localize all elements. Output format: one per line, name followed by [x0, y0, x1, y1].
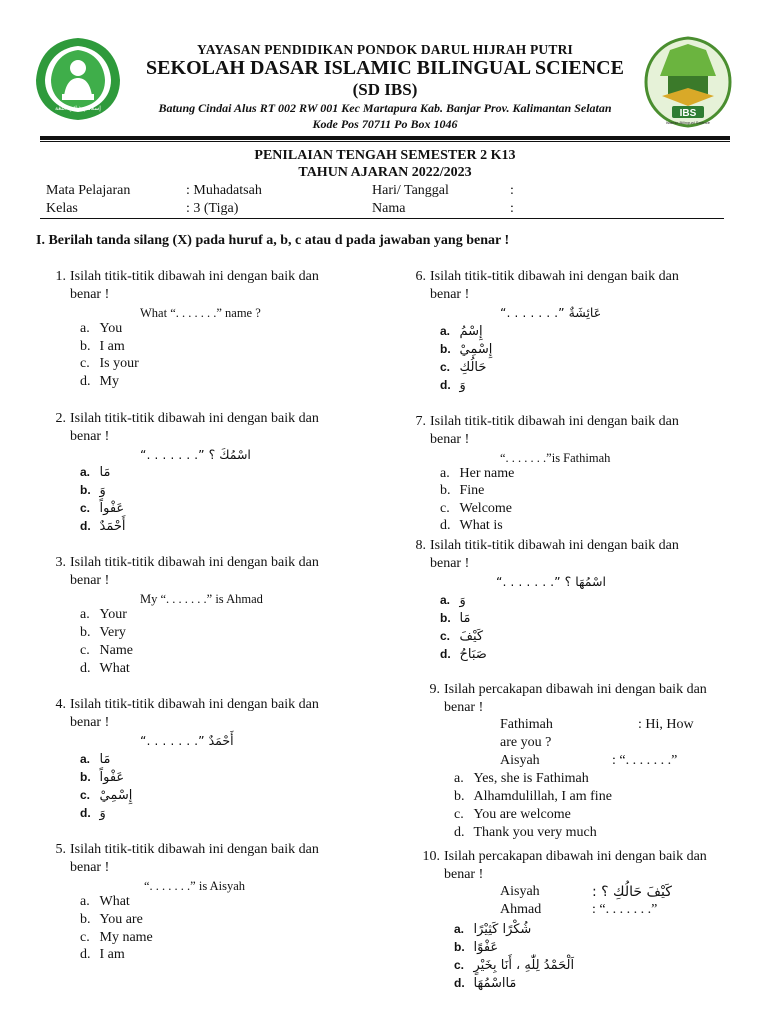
- question-prompt: “. . . . . . .”is Fathimah: [500, 451, 611, 465]
- dialog-line-1: : كَيْفَ حَالُكِ ؟: [592, 884, 672, 900]
- question-prompt: “. . . . . . .” اسْمُكَ ؟: [140, 447, 251, 462]
- question-text: Isilah titik-titik dibawah ini dengan baik dan benar !: [430, 414, 679, 447]
- class-value: : 3 (Tiga): [186, 201, 239, 216]
- option-a[interactable]: a. مَا: [80, 752, 111, 767]
- option-c[interactable]: c. You are welcome: [454, 807, 571, 822]
- question-text: Isilah titik-titik dibawah ini dengan baik dan benar !: [70, 555, 319, 588]
- option-b[interactable]: b. Alhamdulillah, I am fine: [454, 789, 612, 804]
- date-value: :: [510, 183, 514, 198]
- question-text: Isilah titik-titik dibawah ini dengan baik dan benar !: [70, 697, 319, 730]
- option-d[interactable]: d. أَحْمَدٌ: [80, 519, 126, 534]
- option-d[interactable]: d. وَ: [440, 378, 466, 393]
- option-c[interactable]: c. عَفْواً: [80, 501, 125, 516]
- option-d[interactable]: d. What: [80, 661, 130, 676]
- address-line-2: Kode Pos 70711 Po Box 1046: [312, 117, 458, 131]
- class-label: Kelas: [46, 201, 78, 216]
- address-line-1: Batung Cindai Alus RT 002 RW 001 Kec Martapura Kab. Banjar Prov. Kalimantan Selatan: [158, 101, 612, 115]
- option-c[interactable]: c. حَالُكِ: [440, 360, 487, 375]
- option-d[interactable]: d. I am: [80, 947, 125, 962]
- subject-value: : Muhadatsah: [186, 183, 262, 198]
- exam-year: TAHUN AJARAN 2022/2023: [298, 165, 472, 180]
- dialog-line-1: : Hi, How: [638, 717, 694, 732]
- option-a[interactable]: a. Yes, she is Fathimah: [454, 771, 589, 786]
- option-d[interactable]: d. My: [80, 374, 119, 389]
- svg-text:IBS: IBS: [679, 108, 697, 119]
- question-text: Isilah percakapan dibawah ini dengan baik dan benar !: [444, 849, 707, 882]
- option-a[interactable]: a. شُكْرًا كَثِيْرًا: [454, 922, 532, 937]
- dialog-line-2: : “. . . . . . .”: [592, 902, 658, 917]
- dialog-line-2: : “. . . . . . .”: [612, 753, 678, 768]
- option-d[interactable]: d. وَ: [80, 806, 106, 821]
- header-divider: [40, 136, 730, 140]
- option-c[interactable]: c. Name: [80, 643, 133, 658]
- option-b[interactable]: b. عَفْوًا: [454, 940, 499, 955]
- option-b[interactable]: b. وَ: [80, 483, 106, 498]
- instruction: I. Berilah tanda silang (X) pada huruf a, b, c atau d pada jawaban yang benar !: [36, 233, 510, 248]
- question-text: Isilah titik-titik dibawah ini dengan baik dan benar !: [70, 411, 319, 444]
- name-value: :: [510, 201, 514, 216]
- option-b[interactable]: b. You are: [80, 912, 143, 927]
- question-text: Isilah titik-titik dibawah ini dengan baik dan benar !: [430, 269, 679, 302]
- date-label: Hari/ Tanggal: [372, 183, 449, 198]
- question-number: 7.: [415, 414, 426, 429]
- option-d[interactable]: d. Thank you very much: [454, 825, 597, 840]
- option-c[interactable]: c. Is your: [80, 356, 139, 371]
- option-b[interactable]: b. إِسْمِيْ: [440, 342, 493, 357]
- question-number: 4.: [55, 697, 66, 712]
- school-logo-left: [32, 34, 124, 122]
- svg-text:Islamic Bilingual Science: Islamic Bilingual Science: [665, 120, 711, 125]
- question-text: Isilah titik-titik dibawah ini dengan baik dan benar !: [70, 842, 319, 875]
- foundation-name: YAYASAN PENDIDIKAN PONDOK DARUL HIJRAH PUTRI: [197, 42, 573, 57]
- question-number: 5.: [55, 842, 66, 857]
- option-a[interactable]: a. إِسْمُ: [440, 324, 483, 339]
- question-number: 3.: [55, 555, 66, 570]
- exam-title: PENILAIAN TENGAH SEMESTER 2 K13: [254, 148, 516, 163]
- option-a[interactable]: a. You: [80, 321, 123, 336]
- option-c[interactable]: c. My name: [80, 930, 153, 945]
- info-divider: [40, 218, 724, 219]
- option-a[interactable]: a. Her name: [440, 466, 515, 481]
- name-label: Nama: [372, 201, 406, 216]
- question-prompt: “. . . . . . .” عَائِشَةٌ: [500, 305, 602, 320]
- header-divider-thin: [40, 141, 730, 142]
- option-a[interactable]: a. وَ: [440, 593, 466, 608]
- school-address: [130, 100, 640, 132]
- question-number: 10.: [422, 849, 440, 864]
- question-number: 6.: [415, 269, 426, 284]
- option-c[interactable]: c. كَيْفَ: [440, 629, 484, 644]
- option-d[interactable]: d. What is: [440, 518, 503, 533]
- option-c[interactable]: c. إِسْمِيْ: [80, 788, 133, 803]
- question-number: 8.: [415, 538, 426, 553]
- option-d[interactable]: d. مَااسْمُهَا: [454, 976, 517, 991]
- option-a[interactable]: a. Your: [80, 607, 127, 622]
- dialog-speaker-1: Fathimah: [500, 717, 553, 732]
- option-b[interactable]: b. Very: [80, 625, 126, 640]
- dialog-speaker-1: Aisyah: [500, 884, 540, 899]
- school-abbreviation: (SD IBS): [352, 80, 418, 99]
- dialog-line-1-cont: are you ?: [500, 735, 552, 750]
- option-b[interactable]: b. I am: [80, 339, 125, 354]
- question-text: Isilah titik-titik dibawah ini dengan baik dan benar !: [430, 538, 679, 571]
- school-logo-right: [640, 36, 736, 128]
- svg-text:إسلامي ثنائي اللغة: إسلامي ثنائي اللغة: [55, 105, 101, 112]
- option-b[interactable]: b. Fine: [440, 483, 485, 498]
- subject-label: Mata Pelajaran: [46, 183, 131, 198]
- option-a[interactable]: a. مَا: [80, 465, 111, 480]
- question-prompt: What “. . . . . . .” name ?: [140, 306, 261, 320]
- question-text: Isilah percakapan dibawah ini dengan baik dan benar !: [444, 682, 707, 715]
- question-prompt: My “. . . . . . .” is Ahmad: [140, 592, 263, 606]
- option-b[interactable]: b. مَا: [440, 611, 471, 626]
- option-c[interactable]: c. اَلْحَمْدُ لِلّٰهِ ، أَنَا بِخَيْرٍ: [454, 958, 575, 973]
- option-b[interactable]: b. عَفْواً: [80, 770, 125, 785]
- option-c[interactable]: c. Welcome: [440, 501, 513, 516]
- option-d[interactable]: d. صَبَاحُ: [440, 647, 487, 662]
- school-name: SEKOLAH DASAR ISLAMIC BILINGUAL SCIENCE: [146, 57, 624, 79]
- question-prompt: “. . . . . . .” is Aisyah: [144, 879, 246, 893]
- dialog-speaker-2: Aisyah: [500, 753, 540, 768]
- question-prompt: “. . . . . . .” اسْمُهَا ؟: [496, 574, 606, 589]
- question-number: 1.: [55, 269, 66, 284]
- dialog-speaker-2: Ahmad: [500, 902, 542, 917]
- question-text: Isilah titik-titik dibawah ini dengan baik dan benar !: [70, 269, 319, 302]
- question-prompt: “. . . . . . .” أَحْمَدٌ: [140, 733, 234, 748]
- question-number: 9.: [429, 682, 440, 697]
- option-a[interactable]: a. What: [80, 894, 130, 909]
- question-number: 2.: [55, 411, 66, 426]
